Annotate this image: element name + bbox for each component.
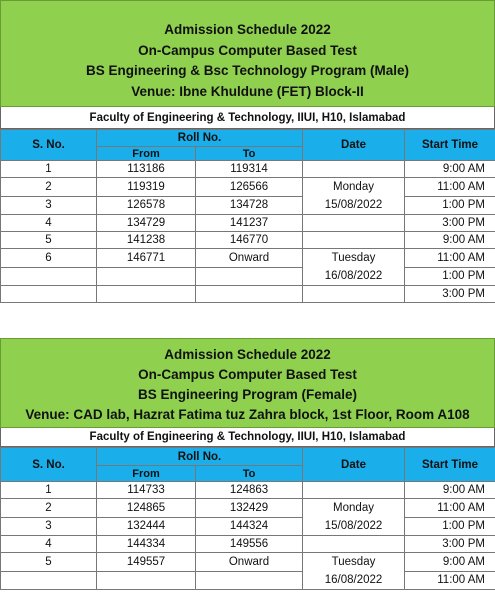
cell-sno [1, 286, 97, 303]
cell-from: 119319 [97, 178, 196, 197]
cell-to: Onward [196, 249, 303, 268]
col-header-to: To [196, 466, 303, 482]
cell-time: 11:00 AM [405, 499, 495, 518]
table-row [1, 499, 495, 518]
table-row [1, 178, 495, 197]
date-value: 15/08/2022 [324, 199, 383, 211]
faculty-line: Faculty of Engineering & Technology, IIUI, H10, Islamabad [0, 107, 495, 129]
cell-date [303, 499, 405, 536]
cell-to [196, 286, 303, 303]
table-row [1, 553, 495, 572]
cell-to: 124863 [196, 482, 303, 499]
schedule-table [0, 129, 495, 303]
cell-time: 9:00 AM [405, 553, 495, 572]
cell-from [97, 267, 196, 286]
table-row [1, 161, 495, 178]
cell-time: 9:00 AM [405, 232, 495, 249]
header-title: Admission Schedule 2022 [164, 22, 331, 37]
schedule-female [0, 338, 495, 590]
col-header-time: Start Time [405, 448, 495, 482]
cell-time: 3:00 PM [405, 286, 495, 303]
cell-from: 141238 [97, 232, 196, 249]
col-header-time: Start Time [405, 130, 495, 161]
col-header-from: From [97, 147, 196, 161]
cell-from: 126578 [97, 196, 196, 215]
cell-from: 113186 [97, 161, 196, 178]
cell-date-empty [303, 215, 405, 232]
cell-to: 141237 [196, 215, 303, 232]
cell-from: 146771 [97, 249, 196, 268]
header-test-type: On-Campus Computer Based Test [138, 42, 357, 58]
header-title: Admission Schedule 2022 [164, 347, 331, 362]
schedule-table [0, 447, 495, 590]
cell-time: 11:00 AM [405, 571, 495, 590]
col-header-from: From [97, 466, 196, 482]
cell-time: 11:00 AM [405, 249, 495, 268]
cell-time: 11:00 AM [405, 178, 495, 197]
header-venue: Venue: CAD lab, Hazrat Fatima tuz Zahra block, 1st Floor, Room A108 [25, 407, 470, 422]
col-header-date: Date [303, 130, 405, 161]
cell-to [196, 571, 303, 590]
cell-sno: 5 [1, 232, 97, 249]
cell-sno: 1 [1, 161, 97, 178]
date-day: Tuesday [331, 252, 376, 264]
table-row [1, 196, 495, 215]
table-row [1, 249, 495, 268]
header-program: BS Engineering Program (Female) [137, 387, 358, 402]
cell-from: 144334 [97, 536, 196, 553]
date-day: Monday [333, 502, 374, 514]
cell-time: 1:00 PM [405, 267, 495, 286]
cell-date [303, 178, 405, 215]
cell-to: 132429 [196, 499, 303, 518]
faculty-line: Faculty of Engineering & Technology, IIUI, H10, Islamabad [0, 428, 495, 447]
cell-from [97, 571, 196, 590]
table-row [1, 267, 495, 286]
cell-sno: 5 [1, 553, 97, 572]
cell-from: 134729 [97, 215, 196, 232]
col-header-roll: Roll No. [97, 448, 303, 466]
cell-from [97, 286, 196, 303]
cell-to [196, 267, 303, 286]
cell-from: 114733 [97, 482, 196, 499]
cell-date-empty [303, 286, 405, 303]
cell-date-empty [303, 482, 405, 499]
col-header-to: To [196, 147, 303, 161]
table-row [1, 536, 495, 553]
cell-time: 3:00 PM [405, 536, 495, 553]
schedule-header [0, 338, 495, 428]
date-value: 16/08/2022 [324, 270, 383, 282]
cell-sno: 4 [1, 215, 97, 232]
table-row [1, 286, 495, 303]
cell-date-empty [303, 536, 405, 553]
cell-to: 126566 [196, 178, 303, 197]
cell-time: 9:00 AM [405, 482, 495, 499]
cell-sno: 3 [1, 196, 97, 215]
cell-from: 132444 [97, 517, 196, 536]
header-program: BS Engineering & Bsc Technology Program (Male) [85, 63, 410, 78]
cell-time: 1:00 PM [405, 517, 495, 536]
cell-date-empty [303, 232, 405, 249]
cell-from: 124865 [97, 499, 196, 518]
table-row [1, 517, 495, 536]
cell-time: 3:00 PM [405, 215, 495, 232]
table-row [1, 571, 495, 590]
cell-to: 144324 [196, 517, 303, 536]
table-row [1, 482, 495, 499]
cell-time: 1:00 PM [405, 196, 495, 215]
header-venue: Venue: Ibne Khuldune (FET) Block-II [131, 83, 364, 99]
col-header-date: Date [303, 448, 405, 482]
cell-to: 119314 [196, 161, 303, 178]
cell-date [303, 553, 405, 590]
cell-date-empty [303, 161, 405, 178]
col-header-sno: S. No. [1, 448, 97, 482]
cell-date [303, 249, 405, 286]
cell-sno [1, 571, 97, 590]
cell-sno: 3 [1, 517, 97, 536]
date-value: 15/08/2022 [324, 520, 383, 532]
table-row [1, 215, 495, 232]
cell-to: 146770 [196, 232, 303, 249]
col-header-sno: S. No. [1, 130, 97, 161]
date-day: Tuesday [331, 556, 376, 568]
schedule-header [0, 0, 495, 107]
date-day: Monday [333, 181, 374, 193]
col-header-roll: Roll No. [97, 130, 303, 147]
cell-sno: 4 [1, 536, 97, 553]
date-value: 16/08/2022 [324, 574, 383, 586]
cell-sno: 2 [1, 499, 97, 518]
cell-sno: 6 [1, 249, 97, 268]
cell-sno: 1 [1, 482, 97, 499]
cell-sno: 2 [1, 178, 97, 197]
cell-time: 9:00 AM [405, 161, 495, 178]
cell-to: Onward [196, 553, 303, 572]
cell-sno [1, 267, 97, 286]
cell-to: 149556 [196, 536, 303, 553]
cell-from: 149557 [97, 553, 196, 572]
cell-to: 134728 [196, 196, 303, 215]
header-test-type: On-Campus Computer Based Test [138, 367, 357, 382]
table-row [1, 232, 495, 249]
